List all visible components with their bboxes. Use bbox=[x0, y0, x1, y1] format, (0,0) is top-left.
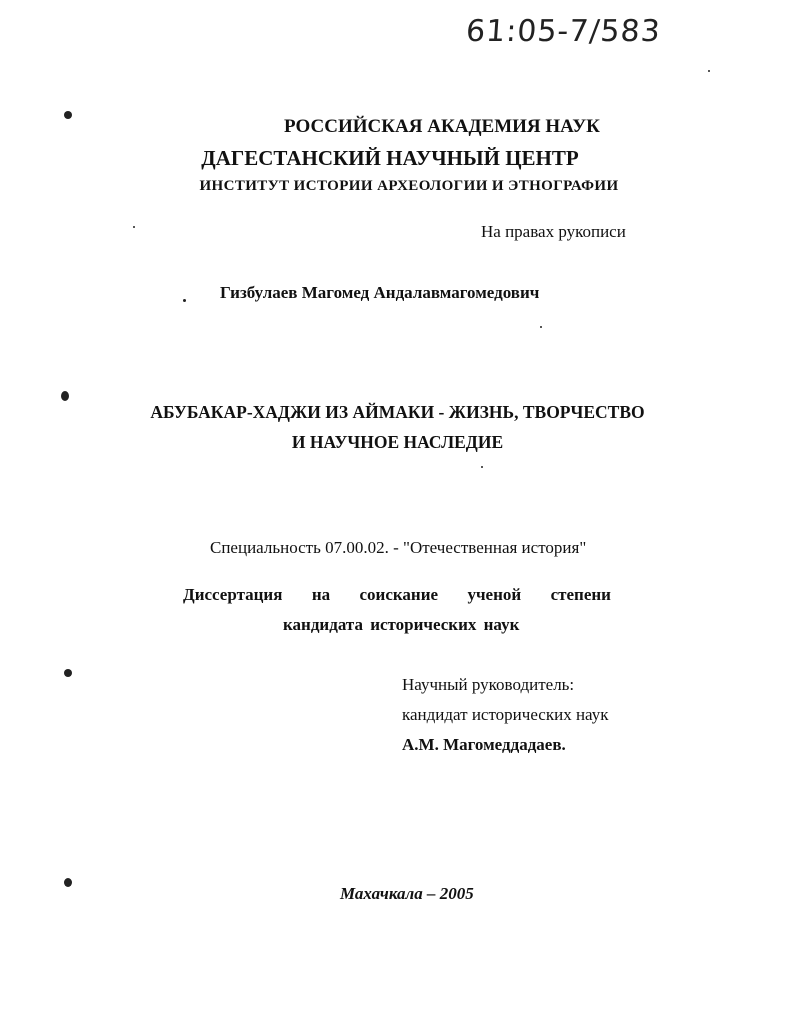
supervisor-degree: кандидат исторических наук bbox=[402, 705, 609, 724]
dissertation-title-line-2: И НАУЧНОЕ НАСЛЕДИЕ bbox=[291, 432, 504, 452]
degree-word: на bbox=[311, 585, 331, 604]
manuscript-note: На правах рукописи bbox=[481, 222, 626, 241]
degree-word: Диссертация bbox=[183, 585, 283, 604]
scan-speck bbox=[133, 226, 135, 228]
degree-statement-line-2: кандидата исторических наук bbox=[283, 615, 520, 634]
degree-statement-line-1 bbox=[183, 585, 611, 605]
scan-speck bbox=[481, 466, 483, 468]
scan-speck bbox=[708, 70, 710, 72]
scan-mark bbox=[61, 391, 69, 401]
scan-speck bbox=[183, 299, 186, 302]
handwritten-archive-code: 61:05-7/583 bbox=[464, 14, 662, 49]
institute-name: ИНСТИТУТ ИСТОРИИ АРХЕОЛОГИИ И ЭТНОГРАФИИ bbox=[199, 178, 619, 194]
supervisor-name: А.М. Магомеддадаев. bbox=[402, 735, 566, 754]
supervisor-label: Научный руководитель: bbox=[402, 675, 575, 694]
dissertation-title-line-1: АБУБАКАР-ХАДЖИ ИЗ АЙМАКИ - ЖИЗНЬ, ТВОРЧЕСТВО bbox=[150, 402, 645, 422]
academy-name: РОССИЙСКАЯ АКАДЕМИЯ НАУК bbox=[284, 116, 600, 137]
degree-word: ученой bbox=[467, 585, 522, 604]
author-name: Гизбулаев Магомед Андалавмагомедович bbox=[220, 283, 540, 302]
specialty: Специальность 07.00.02. - "Отечественная история" bbox=[210, 538, 587, 557]
scan-speck bbox=[540, 326, 542, 328]
degree-word: степени bbox=[550, 585, 611, 604]
degree-word: соискание bbox=[359, 585, 439, 604]
scan-mark bbox=[64, 669, 72, 677]
scan-mark bbox=[64, 878, 72, 887]
scientific-center-name: ДАГЕСТАНСКИЙ НАУЧНЫЙ ЦЕНТР bbox=[201, 146, 579, 170]
place-and-year: Махачкала – 2005 bbox=[340, 884, 474, 903]
